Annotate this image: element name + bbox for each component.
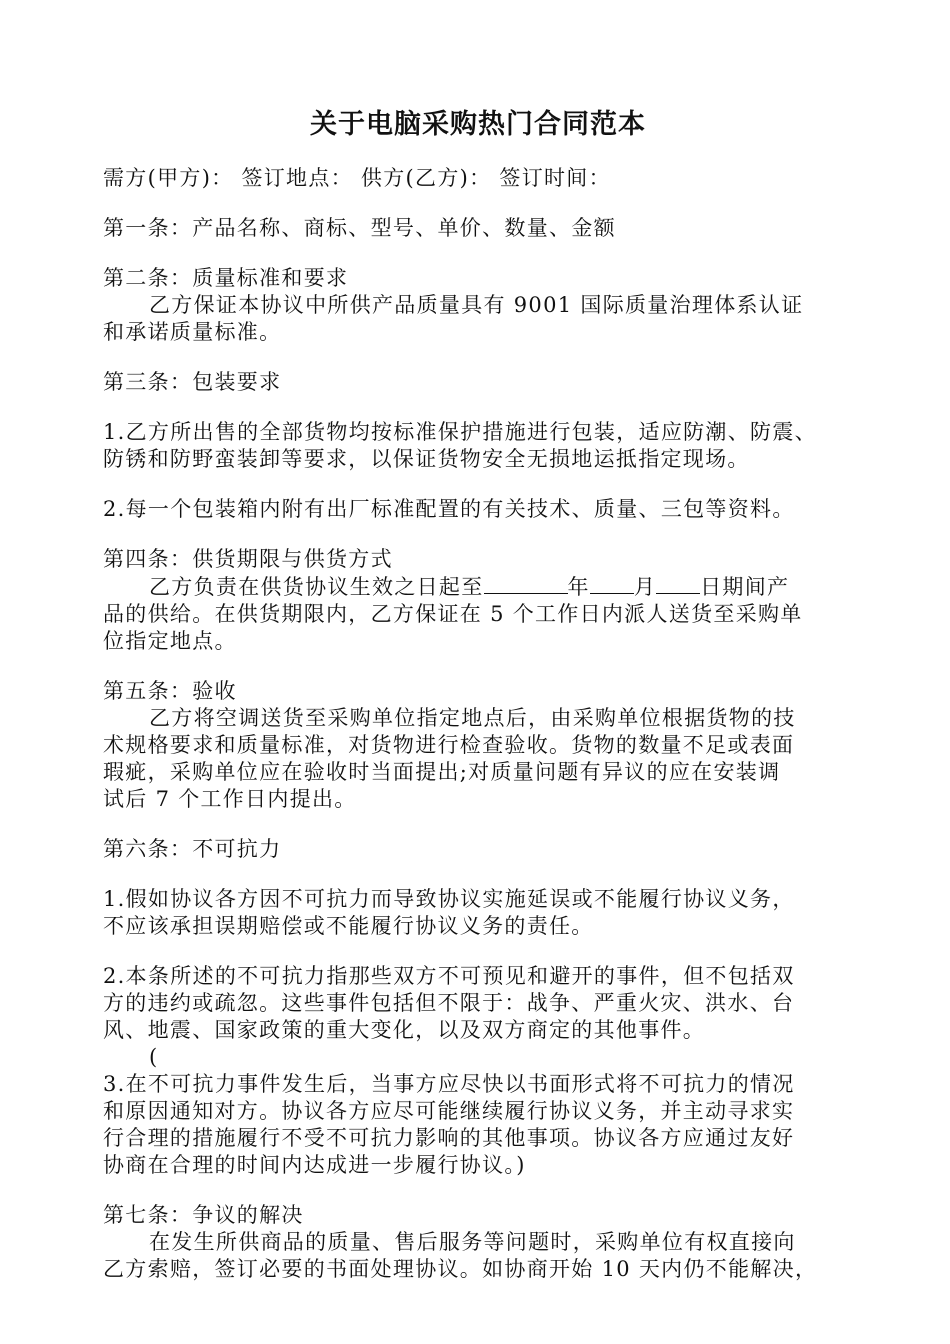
article-2-heading: 第二条：质量标准和要求 bbox=[103, 266, 349, 290]
article-4-text: 位指定地点。 bbox=[103, 629, 237, 653]
article-2-text: 乙方保证本协议中所供产品质量具有 9001 国际质量治理体系认证 bbox=[149, 293, 804, 317]
article-6-item-3: 和原因通知对方。协议各方应尽可能继续履行协议义务，并主动寻求实 bbox=[103, 1099, 795, 1123]
article-5-text: 试后 7 个工作日内提出。 bbox=[103, 787, 357, 811]
article-7-heading: 第七条：争议的解决 bbox=[103, 1203, 304, 1227]
blank-field bbox=[484, 573, 568, 594]
article-6-item-3: 行合理的措施履行不受不可抗力影响的其他事项。协议各方应通过友好 bbox=[103, 1126, 795, 1150]
article-5-heading: 第五条：验收 bbox=[103, 679, 237, 703]
article-5-text: 瑕疵，采购单位应在验收时当面提出;对质量问题有异议的应在安装调 bbox=[103, 760, 781, 784]
open-parenthesis: ( bbox=[149, 1045, 159, 1069]
article-6-item-3: 协商在合理的时间内达成进一步履行协议。) bbox=[103, 1153, 526, 1177]
blank-field bbox=[656, 573, 700, 594]
article-4-heading: 第四条：供货期限与供货方式 bbox=[103, 547, 393, 571]
month-label: 月 bbox=[633, 575, 657, 599]
article-1-heading: 第一条：产品名称、商标、型号、单价、数量、金额 bbox=[103, 216, 616, 240]
blank-field bbox=[590, 573, 634, 594]
article-5-text: 乙方将空调送货至采购单位指定地点后，由采购单位根据货物的技 bbox=[149, 706, 796, 730]
article-2-text: 和承诺质量标准。 bbox=[103, 320, 282, 344]
article-6-item-3: 3.在不可抗力事件发生后，当事方应尽快以书面形式将不可抗力的情况 bbox=[103, 1072, 795, 1096]
article-6-item-2: 2.本条所述的不可抗力指那些双方不可预见和避开的事件，但不包括双 bbox=[103, 964, 795, 988]
article-6-item-2: 风、地震、国家政策的重大变化，以及双方商定的其他事件。 bbox=[103, 1018, 706, 1042]
article-3-item-2: 2.每一个包装箱内附有出厂标准配置的有关技术、质量、三包等资料。 bbox=[103, 497, 795, 521]
article-4-text-part: 日期间产 bbox=[700, 575, 790, 599]
article-6-item-1: 1.假如协议各方因不可抗力而导致协议实施延误或不能履行协议义务， bbox=[103, 887, 795, 911]
article-6-item-1: 不应该承担误期赔偿或不能履行协议义务的责任。 bbox=[103, 914, 594, 938]
document-page bbox=[103, 105, 853, 1283]
article-7-text: 在发生所供商品的质量、售后服务等问题时，采购单位有权直接向 bbox=[149, 1230, 796, 1254]
article-4-text bbox=[103, 573, 853, 601]
year-label: 年 bbox=[567, 575, 590, 599]
article-3-item-1: 1.乙方所出售的全部货物均按标准保护措施进行包装，适应防潮、防震、 bbox=[103, 420, 817, 444]
article-7-text: 乙方索赔，签订必要的书面处理协议。如协商开始 10 天内仍不能解决， bbox=[103, 1257, 818, 1281]
article-4-text: 品的供给。在供货期限内，乙方保证在 5 个工作日内派人送货至采购单 bbox=[103, 602, 803, 626]
article-6-heading: 第六条：不可抗力 bbox=[103, 837, 282, 861]
article-5-text: 术规格要求和质量标准，对货物进行检查验收。货物的数量不足或表面 bbox=[103, 733, 795, 757]
article-3-heading: 第三条：包装要求 bbox=[103, 370, 282, 394]
article-3-item-1: 防锈和防野蛮装卸等要求，以保证货物安全无损地运抵指定现场。 bbox=[103, 447, 750, 471]
article-6-item-2: 方的违约或疏忽。这些事件包括但不限于：战争、严重火灾、洪水、台 bbox=[103, 991, 795, 1015]
document-title: 关于电脑采购热门合同范本 bbox=[310, 109, 646, 140]
contract-parties-line: 需方(甲方)： 签订地点： 供方(乙方)： 签订时间： bbox=[103, 166, 611, 190]
article-4-text-part: 乙方负责在供货协议生效之日起至 bbox=[149, 575, 484, 599]
